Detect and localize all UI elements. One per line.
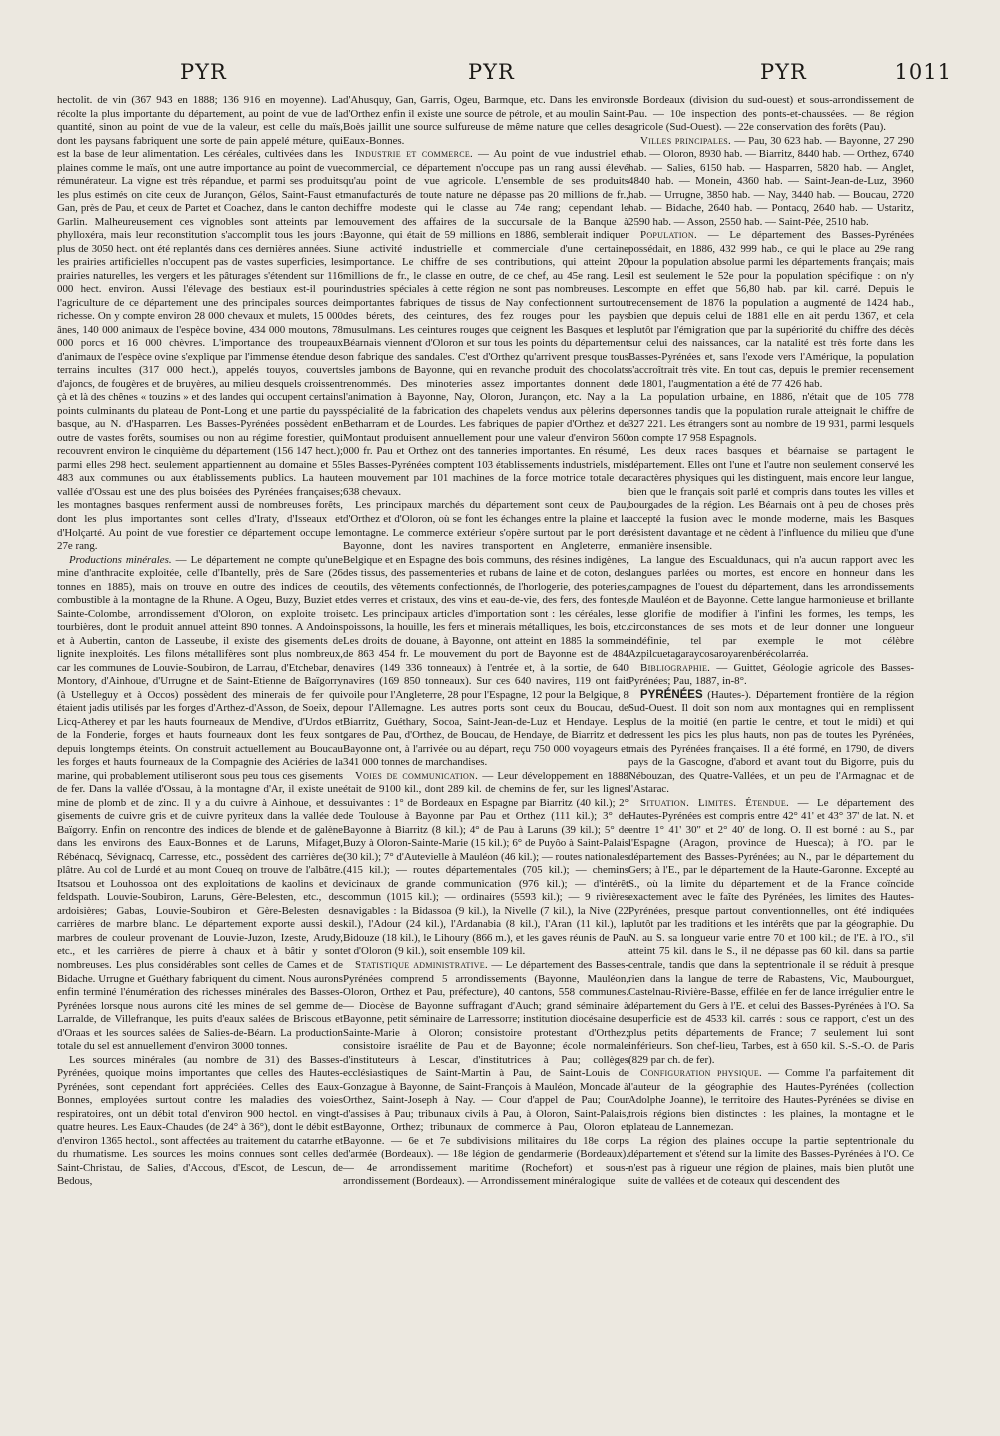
section-heading: Configuration physique.	[640, 1067, 763, 1080]
text-column-2	[343, 94, 629, 1414]
text-column-3	[628, 94, 914, 1414]
paragraph	[343, 959, 629, 1189]
paragraph: Les deux races basques et béarnaise se partagent le département. Elles ont l'une et l'autre non seulement conservé les caractères physiques qui les distinguent, mais encore leur langue, bien que le français soit parlé et compris dans toutes les villes et bourgades de la région. Les Béarnais ont à peu de choses près accepté la fusion avec le monde moderne, mais les Basques résistent davantage et ne cèdent à l'influence du milieu que d'une manière insensible.	[628, 445, 914, 553]
header-center-word: PYR	[468, 60, 515, 84]
paragraph	[628, 1067, 914, 1135]
paragraph	[628, 689, 914, 797]
paragraph	[628, 229, 914, 391]
running-header	[0, 60, 1000, 90]
section-heading: Population.	[640, 229, 697, 242]
paragraph-body: — Comme l'a parfaitement dit l'auteur de la géographie des Hautes-Pyrénées (collection Adolphe Joanne), le territoire des Hautes-Pyrénées se divise en trois régions bien distinctes : les plaines, la montagne et le plateau de Lannemezan.	[628, 1067, 914, 1134]
paragraph: La région des plaines occupe la partie septentrionale du département et s'étend sur la limite des Basses-Pyrénées à l'O. Ce n'est pas à rigueur une région de plaines, mais bien plutôt une suite de vallées et de coteaux qui descendent des	[628, 1134, 914, 1188]
paragraph: La population urbaine, en 1886, n'était que de 105 778 personnes tandis que la population rurale atteignait le chiffre de 327 221. Les étrangers sont au nombre de 19 931, parmi lesquels on compte 17 958 Espagnols.	[628, 391, 914, 444]
text-column-1	[57, 94, 343, 1414]
section-heading: Productions minérales.	[69, 553, 172, 566]
paragraph	[628, 135, 914, 230]
section-heading: Bibliographie.	[640, 661, 711, 674]
paragraph	[343, 148, 629, 499]
section-heading: Villes principales.	[640, 134, 732, 147]
paragraph	[628, 797, 914, 1067]
paragraph	[628, 662, 914, 689]
entry-headword: PYRÉNÉES	[640, 688, 703, 701]
paragraph: Les principaux marchés du département sont ceux de Pau, d'Orthez et d'Oloron, où se font les échanges entre la plaine et la montagne. Le commerce extérieur s'opère surtout par le port de Bayonne, dont les navires transportent en Angleterre, en Belgique et en Espagne des bois communs, des résines indigènes, des tissus, des passementeries et rubans de laine et de coton, des outils, des vêtements confectionnés, de l'horlogerie, des poteries, des verres et cristaux, des vins et eau-de-vie, des fers, des fontes, etc. Les principaux articles d'importation sont : les céréales, les poissons, la houille, les fers et minerais métalliques, les bois, etc. Les droits de douane, à Bayonne, ont atteint en 1885 la somme de 863 454 fr. Le mouvement du port de Bayonne est de 484 navires (149 336 tonneaux) à l'entrée et, à la sortie, de 640 navires (169 850 tonneaux). Sur ces 640 navires, 119 ont fait voile pour l'Angleterre, 28 pour l'Espagne, 12 pour la Belgique, 8 pour l'Allemagne. Les autres ports sont ceux du Boucau, de Biarritz, Guéthary, Socoa, Saint-Jean-de-Luz et Hendaye. Les gares de Pau, d'Orthez, de Boucau, de Hendaye, de Biarritz et de Bayonne ont, à l'arrivée ou au départ, reçu 750 000 voyageurs et 341 000 tonnes de marchandises.	[343, 499, 629, 769]
paragraph	[57, 554, 343, 1054]
paragraph: La langue des Escualdunacs, qui n'a aucun rapport avec les langues parlées ou mortes, est encore en honneur dans les campagnes de l'ouest du département, dans les arrondissements de Mauléon et de Bayonne. Cette langue harmonieuse et brillante se glorifie de modifier à l'infini les formes, les temps, les circonstances de ses mots et de leur donner une longueur indéfinie, tel par exemple le mot célèbre Azpilcuetagaraycosaroyarenbérécolarréa.	[628, 553, 914, 661]
paragraph: Les sources minérales (au nombre de 31) des Basses-Pyrénées, quoique moins importantes que celles des Hautes-Pyrénées, sont cependant fort appréciées. Celles des Eaux-Bonnes, employées surtout contre les maladies des voies respiratoires, ont un débit total d'environ 900 hectol. en vingt-quatre heures. Les Eaux-Chaudes (de 24° à 36°), dont le débit est d'environ 1365 hectol., sont affectées au traitement du catarrhe et du rhumatisme. Les sources les moins connues sont celles de Saint-Christau, de Salies, d'Accous, d'Escot, de Lescun, de Bedous,	[57, 1053, 343, 1188]
paragraph: de Bordeaux (division du sud-ouest) et sous-arrondissement de Pau. — 10e inspection des ponts-et-chaussées. — 8e région agricole (Sud-Ouest). — 22e conservation des forêts (Pau).	[628, 94, 914, 134]
section-heading: Statistique administrative.	[355, 959, 488, 971]
paragraph-body: — Au point de vue industriel et commercial, ce département n'occupe pas un rang aussi élevé qu'au point de vue agricole. L'ensemble de ses produits manufacturés de toute nature ne dépasse pas 20 millions de fr., chiffre modeste qui le classe au 74e rang; cependant le mouvement des affaires de la succursale de la Banque à Bayonne, qui était de 59 millions en 1886, semblerait indiquer une activité industrielle et commerciale d'une certaine importance. Le chiffre de ses contributions, qui atteint 20 millions de fr., le classe en outre, de ce chef, au 45e rang. Les industries spéciales à cette région ne sont pas nombreuses. Les importantes fabriques de tissus de Nay confectionnent surtout des bérets, des ceintures, des fez rouges pour les pays musulmans. Les ceintures rouges que ceignent les Basques et les Béarnais viennent d'Oloron et sur tous les points du département on fabrique des sandales. C'est d'Orthez qu'arrivent presque tous les jambons de Bayonne, qui en revanche produit des chocolats renommés. Des minoteries assez importantes donnent de l'animation à Bayonne, Nay, Oloron, Jurançon, etc. Nay a la spécialité de la fabrication des chapelets vendus aux pèlerins de Betharram et de Lourdes. Les fabriques de papier d'Orthez et de Montaut produisent annuellement pour une valeur d'environ 560 000 fr. Pau et Orthez ont des tanneries importantes. En résumé, les Basses-Pyrénées comptent 103 établissements industriels, mis en mouvement par 101 machines de la force motrice totale de 638 chevaux.	[343, 148, 629, 498]
paragraph-body: — Le département ne compte qu'une mine d'anthracite exploitée, celle d'Ibantelly, près de Sare (26 tonnes en 1885), mais on trouve en outre des indices de ce combustible à la montagne de la Rhune. A Ogeu, Buzy, Buziet et Sainte-Colombe, arrondissement d'Oloron, on exploite trois tourbières, dont le produit annuel atteint 890 tonnes. A Andoins et à Aubertin, canton de Lasseube, il existe des gisements de lignite inexploités. Les filons métallifères sont plus nombreux, car les communes de Louvie-Soubiron, de Larrau, d'Etchebar, de Montory, d'Ainhoue, d'Urrugne et de Saint-Etienne de Baïgorry (à Ustelleguy et à Occos) possèdent des minerais de fer qui étaient jadis utilisés par les forges d'Arthez-d'Asson, de Soeix, de Licq-Atherey et par les hauts fourneaux de Mendive, d'Urdos et de la Fonderie, forges et hauts fourneaux dont les feux sont depuis longtemps éteints. On construit actuellement au Boucau les forges et hauts fourneaux de la Compagnie des Aciéries de la marine, qui probablement utiliseront sous peu tous ces gisements de fer. Dans la vallée d'Ossau, à la montagne d'Ar, il existe une mine de plomb et de zinc. Il y a du cuivre à Ainhoue, et des gisements de cuivre gris et de cuivre pyriteux dans la vallée de Baïgorry. Enfin on rencontre des indices de blende et de galène dans les environs des Eaux-Bonnes et de Laruns, Mifaget, Rébénacq, Sévignacq, Carresse, etc., possèdent des carrières de plâtre. Au col de Lurdé et au mont Coueq on trouve de l'albâtre. Itsatsou et Louhossoa ont des exploitations de kaolins et de feldspath. Louvie-Soubiron, Laruns, Gère-Belesten, etc., des ardoisières; Gabas, Louvie-Soubiron et Gère-Belesten des carrières de marbre blanc. Le département exporte aussi des marbres de couleur provenant de Louvie-Juzon, Izeste, Arudy, etc., et les carrières de pierre à chaux et à bâtir y sont nombreuses. Les plus considérables sont celles de Cames et de Bidache. Urrugne et Guéthary fabriquent du ciment. Nous aurons enfin terminé l'énumération des richesses minérales des Basses-Pyrénées lorsque nous aurons cité les mines de sel gemme de Larralde, de Villefranque, les puits d'eaux salées de Briscous et d'Oraas et les sources salées de Salies-de-Béarn. La production totale du sel est annuellement d'environ 3000 tonnes.	[57, 553, 343, 1053]
page-number: 1011	[894, 60, 952, 84]
paragraph-body: (Hautes-). Département frontière de la région Sud-Ouest. Il doit son nom aux montagnes qui en remplissent plus de la moitié (en partie le centre, et tout le midi) et qui dressent les pics les plus hauts, non pas de toutes les Pyrénées, mais des Pyrénées françaises. Il a été formé, en 1790, de divers pays de la Gascogne, d'abord et avant tout du Bigorre, puis du Nébouzan, des Quatre-Vallées, et un peu de l'Armagnac et de l'Astarac.	[628, 688, 914, 796]
paragraph: d'Ahusquy, Gan, Garris, Ogeu, Barmque, etc. Dans les environs d'Orthez enfin il existe une source de pétrole, et au moulin Saint-Boès jaillit une source sulfureuse de même nature que celles des Eaux-Bonnes.	[343, 94, 629, 147]
header-left-word: PYR	[180, 60, 227, 84]
paragraph-body: — Leur développement en 1888 était de 9100 kil., dont 289 kil. de chemins de fer, sur les lignes suivantes : 1° de Bordeaux en Espagne par Biarritz (40 kil.); 2° de Toulouse à Bayonne par Pau et Orthez (111 kil.); 3° de Bayonne à Biarritz (8 kil.); 4° de Pau à Laruns (39 kil.); 5° de Buzy à Oloron-Sainte-Marie (15 kil.); 6° de Puyôo à Saint-Palais (30 kil.); 7° d'Autevielle à Mauléon (46 kil.); — routes nationales (415 kil.); — routes départementales (705 kil.); — chemins vicinaux de grande communication (976 kil.); — d'intérêt commun (1015 kil.); — ordinaires (5593 kil.); — 9 rivières navigables : la Bidassoa (9 kil.), la Nivelle (7 kil.), la Nive (22 kil.), l'Adour (24 kil.), l'Ardanabia (8 kil.), l'Aran (11 kil.), la Bidouze (18 kil.), le Lihoury (866 m.), et les gaves réunis de Pau et d'Oloron (9 kil.), soit ensemble 109 kil.	[343, 769, 629, 958]
paragraph: hectolit. de vin (367 943 en 1888; 136 916 en moyenne). La récolte la plus importante du département, au point de vue de la quantité, sinon au point de vue de la valeur, est celle du maïs, dont les paysans fabriquent une sorte de pain appelé méture, qui est la base de leur alimentation. Les céréales, cultivées dans les plaines comme le maïs, ont une autre importance au point de vue rémunérateur. La vigne est très répandue, et parmi ses produits les plus estimés on cite ceux de Jurançon, Gélos, Saint-Faust et Gan, près de Pau, et ceux de Partet et Coachez, dans le canton de Garlin. Malheureusement ces vignobles sont atteints par le phylloxéra, mais leur reconstitution s'accomplit tous les jours : plus de 3050 hect. ont été replantés dans ces dernières années. Si les prairies artificielles n'occupent pas de vastes superficies, les prairies naturelles, les vergers et les pâturages s'étendent sur 116 000 hect. environ. Aussi l'élevage des bestiaux est-il pour l'agriculture de ce département une des principales sources de richesse. On y compte environ 28 000 chevaux et mulets, 15 000 ânes, 140 000 animaux de l'espèce bovine, 434 000 moutons, 78 000 porcs et 16 000 chèvres. L'importance des troupeaux d'animaux de l'espèce ovine s'explique par l'immense étendue des terrains incultes (317 000 hect.), appelés touyos, couverts d'ajoncs, de fougères et de bruyères, au milieu desquels croissent çà et là des chênes « touzins » et des landes qui occupent certains points culminants du plateau de Pont-Long et une partie du pays basque, au N. d'Hasparren. Les Basses-Pyrénées possèdent en outre de vastes forêts, soumises ou non au régime forestier, qui recouvrent environ le cinquième du département (156 147 hect.); parmi elles 298 hect. seulement appartiennent au domaine et 55 483 aux communes ou aux établissements publics. La haute vallée d'Ossau est une des plus boisées des Pyrénées françaises; les montagnes basques renferment aussi de nombreuses forêts, dont les plus importantes sont celles d'Iraty, d'Isseaux et d'Holçarté. Au point de vue forestier ce département occupe le 27e rang.	[57, 94, 343, 553]
paragraph	[343, 770, 629, 959]
section-heading: Situation. Limites. Étendue.	[640, 796, 790, 809]
paragraph-body: — Pau, 30 623 hab. — Bayonne, 27 290 hab. — Oloron, 8930 hab. — Biarritz, 8440 hab. — Orthez, 6740 hab. — Salies, 6150 hab. — Hasparren, 5820 hab. — Anglet, 4840 hab. — Monein, 4360 hab. — Saint-Jean-de-Luz, 3960 hab. — Urrugne, 3850 hab. — Nay, 3440 hab. — Boucau, 2720 hab. — Bidache, 2640 hab. — Pontacq, 2640 hab. — Ustaritz, 2590 hab. — Asson, 2550 hab. — Saint-Pée, 2510 hab.	[628, 134, 914, 228]
paragraph-body: — Le département des Basses-Pyrénées comprend 5 arrondissements (Bayonne, Mauléon, Oloron, Orthez et Pau, préfecture), 40 cantons, 558 communes. — Diocèse de Bayonne suffragant d'Auch; grand séminaire à Bayonne, petit séminaire de Larressorre; institution diocésaine de Sainte-Marie à Oloron; consistoire protestant d'Orthez; consistoire israélite de Pau et de Bayonne; école normale d'instituteurs à Lescar, d'institutrices à Pau; collèges ecclésiastiques de Saint-Martin à Pau, de Saint-Louis de Gonzague à Bayonne, de Saint-François à Mauléon, Moncade à Orthez, Saint-Joseph à Nay. — Cour d'appel de Pau; Cour d'assises à Pau; tribunaux civils à Pau, à Oloron, Saint-Palais, Bayonne, Orthez; tribunaux de commerce à Pau, Oloron et Bayonne. — 6e et 7e subdivisions militaires du 18e corps d'armée (Bordeaux). — 18e légion de gendarmerie (Bordeaux). — 4e arrondissement maritime (Rochefort) et sous-arrondissement (Bordeaux). — Arrondissement minéralogique	[343, 959, 629, 1188]
section-heading: Industrie et commerce.	[355, 148, 474, 161]
paragraph-body: — Le département des Basses-Pyrénées possédait, en 1886, 432 999 hab., ce qui le place au 29e rang pour la population absolue parmi les départements français; mais il est seulement le 52e pour la population spécifique : on n'y compte en effet que 56,80 hab. par kil. carré. Depuis le recensement de 1876 la population a augmenté de 1424 hab., bien que depuis celui de 1881 elle en ait perdu 1367, et cela plutôt par l'émigration que par la supériorité du chiffre des décès sur celui des naissances, car la natalité est très forte dans les Basses-Pyrénées et, sans l'exode vers l'Amérique, la population s'accroîtrait très vite. En tout cas, depuis le premier recensement de 1801, l'augmentation a été de 77 426 hab.	[628, 229, 914, 390]
paragraph-body: — Guittet, Géologie agricole des Basses-Pyrénées; Pau, 1887, in-8°.	[628, 661, 914, 688]
section-heading: Voies de communication.	[355, 769, 479, 782]
header-right-word: PYR	[760, 60, 807, 84]
paragraph-body: — Le département des Hautes-Pyrénées est compris entre 42° 41' et 43° 37' de lat. N. et entre 1° 41' 30" et 2° 40' de long. O. Il est borné : au S., par l'Espagne (Aragon, province de Huesca); à l'O. par le département des Basses-Pyrénées; au N., par le département du Gers; à l'E., par le département de la Haute-Garonne. Excepté au S., où la limite du département et de la France coïncide exactement avec le faîte des Pyrénées, les limites des Hautes-Pyrénées, presque partout conventionnelles, ont été indiquées plutôt par les traditions et les intérêts que par la géographie. Du N. au S. sa longueur varie entre 70 et 100 kil.; de l'E. à l'O., s'il atteint 75 kil. dans le S., il ne dépasse pas 60 kil. dans sa partie centrale, tandis que dans la septentrionale il se réduit à presque rien dans la langue de terre de Rabastens, Vic, Maubourguet, Castelnau-Rivière-Basse, effilée en fer de lance irrégulier entre le département du Gers à l'E. et celui des Basses-Pyrénées à l'O. Sa superficie est de 4533 kil. carrés : sous ce rapport, c'est un des plus petits départements de France; 7 seulement lui sont inférieurs. Son chef-lieu, Tarbes, est à 650 kil. S.-S.-O. de Paris (829 par ch. de fer).	[628, 796, 914, 1066]
